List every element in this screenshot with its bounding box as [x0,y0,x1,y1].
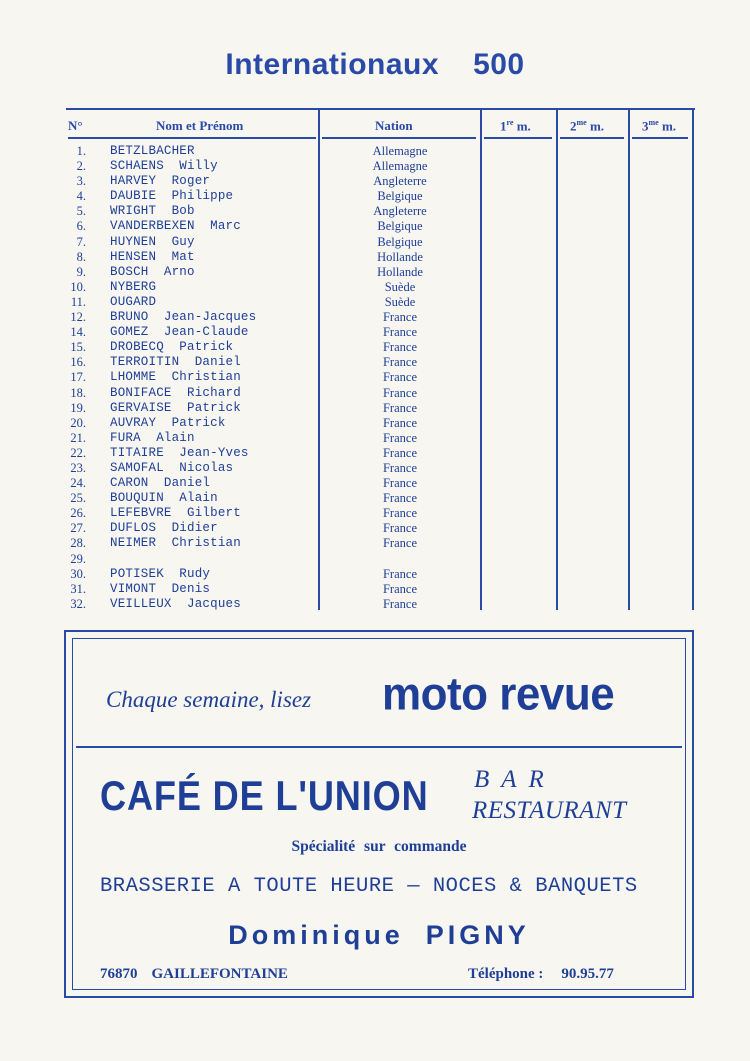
entry-nation: France [382,430,417,445]
table-row [66,370,695,385]
entry-number: 5. [76,204,86,219]
entry-number: 6. [76,219,86,234]
entry-name: SAMOFAL Nicolas [110,460,234,475]
entry-nation: France [382,400,417,415]
table-row [66,416,695,431]
entry-number: 25. [70,491,86,506]
table-row [66,401,695,416]
table-row [66,189,695,204]
entry-number: 26. [70,506,86,521]
table-row [66,567,695,582]
entry-name: BOUQUIN Alain [110,491,218,506]
title-text: Internationaux [225,48,440,81]
entry-name: VIMONT Denis [110,581,211,596]
advert-box [64,630,694,998]
entry-number: 18. [70,385,86,400]
entry-nation: France [382,385,417,400]
cafe-bar: BAR [474,766,556,793]
header-round-2: $2^{me}$ m. [570,118,605,134]
entry-number: 30. [70,566,86,581]
entry-nation: France [382,445,417,460]
cafe-restaurant: RESTAURANT [472,797,627,824]
entry-name: SCHAENS Willy [110,159,218,174]
table-row [66,431,695,446]
header-round-1: 1re m. [500,118,531,134]
table-row [66,597,695,612]
table-row [66,295,695,310]
header-nation: Nation [375,118,413,133]
entry-name: LHOMME Christian [110,370,241,385]
title-class: 500 [473,48,525,81]
entry-nation: Suède [384,279,416,294]
entry-number: 24. [70,476,86,491]
entry-number: 20. [70,415,86,430]
table-row [66,491,695,506]
header-underline [322,137,476,139]
table-row [66,386,695,401]
table-row [66,144,695,159]
entry-name: HENSEN Mat [110,249,195,264]
table-row [66,340,695,355]
entry-nation: Belgique [377,234,423,249]
entry-nation: France [382,476,417,491]
entry-nation: France [382,415,417,430]
entry-name: HARVEY Roger [110,174,211,189]
table-row [66,536,695,551]
entry-name: GOMEZ Jean-Claude [110,325,249,340]
table-row [66,355,695,370]
entry-nation: France [382,340,417,355]
entry-number: 7. [76,234,86,249]
entry-nation: France [382,460,417,475]
table-row [66,476,695,491]
header-underline [68,137,316,139]
table-row [66,235,695,250]
entry-nation: France [382,310,417,325]
entry-number: 8. [76,249,86,264]
moto-revue-lead: Chaque semaine, lisez [106,687,312,712]
entry-name: TITAIRE Jean-Yves [110,445,249,460]
table-row [66,174,695,189]
entry-number: 19. [70,400,86,415]
table-row [66,552,695,567]
entry-name: VANDERBEXEN Marc [110,219,241,234]
moto-revue-brand: moto revue [382,668,615,721]
entry-number: 4. [76,189,86,204]
entry-number: 21. [70,430,86,445]
cafe-phone: Téléphone : 90.95.77 [468,966,614,982]
entry-name: OUGARD [110,294,157,309]
entry-name: BOSCH Arno [110,264,195,279]
table-row [66,582,695,597]
entry-name: LEFEBVRE Gilbert [110,506,241,521]
entry-number: 9. [76,264,86,279]
header-underline [484,137,552,139]
entry-number: 31. [70,581,86,596]
entry-number: 22. [70,445,86,460]
entry-number: 1. [76,144,86,158]
entry-nation: Belgique [377,189,423,204]
table-row [66,280,695,295]
entry-number: 32. [70,596,86,611]
entry-nation: France [382,581,417,596]
entry-number: 2. [76,159,86,174]
entry-number: 12. [70,310,86,325]
entry-number: 10. [70,279,86,294]
entry-nation: France [382,325,417,340]
entry-number: 14. [70,325,86,340]
entry-number: 3. [76,174,86,189]
cafe-brasserie: BRASSERIE A TOUTE HEURE — NOCES & BANQUETS [100,875,638,898]
entry-name: AUVRAY Patrick [110,415,226,430]
entry-nation: Belgique [377,219,423,234]
table-row [66,250,695,265]
cafe-address: 76870 GAILLEFONTAINE [100,966,288,982]
entry-name: BONIFACE Richard [110,385,241,400]
entry-number: 23. [70,460,86,475]
entry-name: VEILLEUX Jacques [110,596,241,611]
entry-name: DUFLOS Didier [110,521,218,536]
header-underline [560,137,624,139]
table-row [66,159,695,174]
table-row [66,219,695,234]
entry-nation: France [382,521,417,536]
entry-nation: Hollande [377,249,423,264]
entries-table [66,108,695,610]
entry-nation: France [382,491,417,506]
entry-name: HUYNEN Guy [110,234,195,249]
cafe-specialty: Spécialité sur commande [291,838,467,855]
header-number: N° [68,118,83,133]
entry-nation: Angleterre [373,204,427,219]
entry-name: WRIGHT Bob [110,204,195,219]
entry-name: NYBERG [110,279,157,294]
table-row [66,446,695,461]
entry-name: BRUNO Jean-Jacques [110,310,257,325]
entry-nation: France [382,536,417,551]
entry-nation: Hollande [377,264,423,279]
header-name: Nom et Prénom [156,118,244,133]
entry-nation: Angleterre [373,174,427,189]
table-row [66,325,695,340]
entries-list [66,144,695,612]
entry-name: POTISEK Rudy [110,566,211,581]
cafe-name: CAFÉ DE L'UNION [100,772,429,819]
entry-name: DROBECQ Patrick [110,340,234,355]
entry-name: CARON Daniel [110,476,211,491]
entry-number: 29. [70,551,86,566]
entry-number: 28. [70,536,86,551]
advert-divider [76,746,682,748]
entry-number: 11. [70,294,86,309]
page-title [0,48,750,82]
entry-name: NEIMER Christian [110,536,241,551]
entry-nation: France [382,355,417,370]
entry-name: FURA Alain [110,430,195,445]
header-round-3: $3^{me}$ m. [642,118,677,134]
entry-name: GERVAISE Patrick [110,400,241,415]
table-row [66,265,695,280]
entry-nation: Allemagne [372,159,428,174]
entry-name: DAUBIE Philippe [110,189,234,204]
table-row [66,310,695,325]
table-row [66,506,695,521]
entry-name: BETZLBACHER [110,144,195,158]
cafe-owner: Dominique PIGNY [228,920,530,950]
entry-number: 17. [70,370,86,385]
entry-nation: France [382,596,417,611]
entry-name: TERROITIN Daniel [110,355,241,370]
entry-nation: France [382,566,417,581]
table-row [66,204,695,219]
entry-number: 27. [70,521,86,536]
entry-nation: France [382,370,417,385]
entry-nation: Allemagne [372,144,428,158]
entry-number: 15. [70,340,86,355]
entry-number: 16. [70,355,86,370]
entry-nation: Suède [384,294,416,309]
header-underline [632,137,688,139]
table-row [66,461,695,476]
entry-nation: France [382,506,417,521]
table-row [66,521,695,536]
